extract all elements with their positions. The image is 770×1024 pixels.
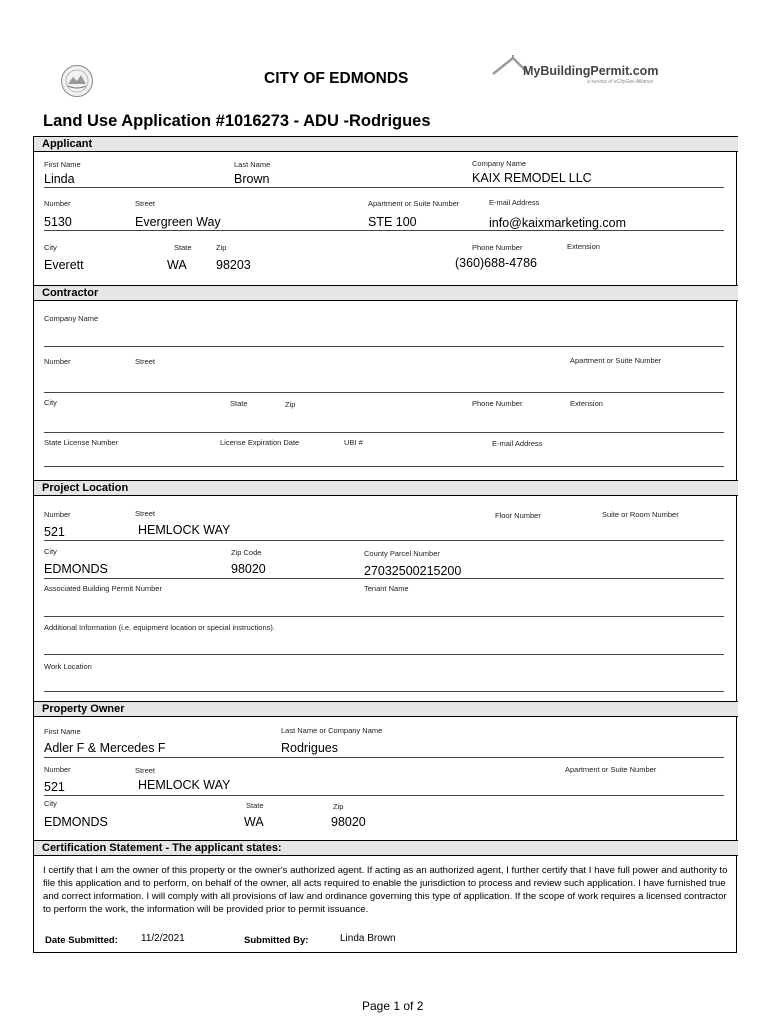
submitted-by-value: Linda Brown — [340, 933, 396, 944]
contractor-company-field[interactable] — [44, 346, 724, 347]
owner-state-label: State — [246, 801, 264, 810]
project-street-label: Street — [135, 509, 156, 518]
applicant-section-header — [34, 136, 738, 152]
certification-statement: I certify that I am the owner of this property or the owner's authorized agent. If acting as an authorized agent, I further certify that I have full power and authority to file this application and to perform, on behalf of the owner, all acts required to enable the jurisdiction to process and review such application. I have furnished true and correct information. I will comply with all provisions of law and ordinance governing this type of application. If the scope of work requires a licensed contractor to perform the work, the information will be provided prior to permit issuance. — [43, 865, 728, 915]
applicant-company-field[interactable]: KAIX REMODEL LLC — [472, 171, 592, 185]
applicant-email-label: E-mail Address — [489, 198, 540, 207]
applicant-company-label: Company Name — [472, 159, 527, 168]
owner-zip-field[interactable]: 98020 — [331, 815, 366, 829]
applicant-row2-line — [44, 230, 724, 231]
contractor-zip-label: Zip — [285, 400, 296, 409]
owner-row1-line — [44, 757, 724, 758]
contractor-extension-label: Extension — [570, 399, 603, 408]
certification-section-header — [34, 840, 738, 856]
owner-zip-label: Zip — [333, 802, 344, 811]
project-city-field[interactable]: EDMONDS — [44, 562, 108, 576]
applicant-last-name-label: Last Name — [234, 160, 271, 169]
owner-section-header — [34, 701, 738, 717]
contractor-state-label: State — [230, 399, 248, 408]
applicant-number-field[interactable]: 5130 — [44, 215, 72, 229]
contractor-ubi-label: UBI # — [344, 438, 363, 447]
project-section-header — [34, 480, 738, 496]
applicant-state-field[interactable]: WA — [167, 258, 187, 272]
applicant-number-label: Number — [44, 199, 71, 208]
project-assoc-permit-label: Associated Building Permit Number — [44, 584, 162, 593]
city-seal-logo — [60, 64, 94, 98]
contractor-phone-label: Phone Number — [472, 399, 523, 408]
contractor-apt-label: Apartment or Suite Number — [570, 356, 662, 365]
project-number-label: Number — [44, 510, 71, 519]
contractor-number-label: Number — [44, 357, 71, 366]
project-tenant-label: Tenant Name — [364, 584, 409, 593]
applicant-extension-label: Extension — [567, 242, 600, 251]
owner-first-name-field[interactable]: Adler F & Mercedes F — [44, 741, 166, 755]
contractor-license-field[interactable] — [44, 466, 724, 467]
owner-heading: Property Owner — [42, 703, 125, 715]
project-additional-info-field[interactable] — [44, 654, 724, 655]
project-street-field[interactable]: HEMLOCK WAY — [138, 523, 231, 537]
page-title: Land Use Application #1016273 - ADU -Rodrigues — [43, 112, 431, 130]
project-work-location-field[interactable] — [44, 691, 724, 692]
date-submitted-value: 11/2/2021 — [141, 933, 185, 944]
applicant-row1-line — [44, 187, 724, 188]
page-number: Page 1 of 2 — [362, 999, 424, 1013]
applicant-state-label: State — [174, 243, 192, 252]
project-work-location-label: Work Location — [44, 662, 92, 671]
mybuildingpermit-logo — [489, 54, 659, 90]
applicant-first-name-field[interactable]: Linda — [44, 172, 75, 186]
applicant-email-field[interactable]: info@kaixmarketing.com — [489, 216, 627, 230]
owner-apt-label: Apartment or Suite Number — [565, 765, 657, 774]
project-parcel-field[interactable]: 27032500215200 — [364, 564, 462, 578]
applicant-zip-label: Zip — [216, 243, 227, 252]
project-city-label: City — [44, 547, 57, 556]
contractor-email-label: E-mail Address — [492, 439, 543, 448]
project-heading: Project Location — [42, 482, 129, 494]
project-zip-label: Zip Code — [231, 548, 262, 557]
owner-street-field[interactable]: HEMLOCK WAY — [138, 778, 231, 792]
logo-brand-text: MyBuildingPermit.com — [523, 64, 659, 78]
contractor-license-exp-label: License Expiration Date — [220, 438, 300, 447]
applicant-phone-label: Phone Number — [472, 243, 523, 252]
owner-city-field[interactable]: EDMONDS — [44, 815, 108, 829]
applicant-heading: Applicant — [42, 138, 93, 150]
project-parcel-label: County Parcel Number — [364, 549, 440, 558]
form-frame — [33, 136, 737, 953]
applicant-last-name-field[interactable]: Brown — [234, 172, 270, 186]
city-name: CITY OF EDMONDS — [264, 70, 409, 87]
owner-number-label: Number — [44, 765, 71, 774]
contractor-section-header — [34, 285, 738, 301]
project-row2-line — [44, 578, 724, 579]
applicant-first-name-label: First Name — [44, 160, 81, 169]
applicant-phone-field[interactable]: (360)688-4786 — [455, 256, 538, 270]
project-number-field[interactable]: 521 — [44, 525, 65, 539]
applicant-apt-label: Apartment or Suite Number — [368, 199, 460, 208]
applicant-city-field[interactable]: Everett — [44, 258, 84, 272]
contractor-heading: Contractor — [42, 287, 99, 299]
project-row1-line — [44, 540, 724, 541]
applicant-zip-field[interactable]: 98203 — [216, 258, 251, 272]
contractor-address-field[interactable] — [44, 392, 724, 393]
owner-last-name-field[interactable]: Rodrigues — [281, 741, 338, 755]
project-zip-field[interactable]: 98020 — [231, 562, 266, 576]
applicant-street-field[interactable]: Evergreen Way — [135, 215, 221, 229]
project-floor-label: Floor Number — [495, 511, 541, 520]
contractor-city-label: City — [44, 398, 57, 407]
owner-row2-line — [44, 795, 724, 796]
owner-state-field[interactable]: WA — [244, 815, 264, 829]
certification-heading: Certification Statement - The applicant states: — [42, 842, 282, 854]
owner-city-label: City — [44, 799, 57, 808]
owner-street-label: Street — [135, 766, 156, 775]
submitted-by-label: Submitted By: — [244, 935, 309, 946]
logo-tagline-text: a service of eCityGov Alliance — [587, 79, 654, 85]
project-additional-info-label: Additional Information (i.e. equipment location or special instructions). — [44, 623, 275, 632]
contractor-city-field[interactable] — [44, 432, 724, 433]
owner-number-field[interactable]: 521 — [44, 780, 65, 794]
date-submitted-label: Date Submitted: — [45, 935, 118, 946]
project-assoc-permit-field[interactable] — [44, 616, 724, 617]
applicant-street-label: Street — [135, 199, 156, 208]
applicant-apt-field[interactable]: STE 100 — [368, 215, 417, 229]
owner-first-name-label: First Name — [44, 727, 81, 736]
owner-last-name-label: Last Name or Company Name — [281, 726, 383, 735]
contractor-street-label: Street — [135, 357, 156, 366]
applicant-city-label: City — [44, 243, 57, 252]
contractor-license-label: State License Number — [44, 438, 119, 447]
contractor-company-label: Company Name — [44, 314, 99, 323]
project-suite-label: Suite or Room Number — [602, 510, 679, 519]
